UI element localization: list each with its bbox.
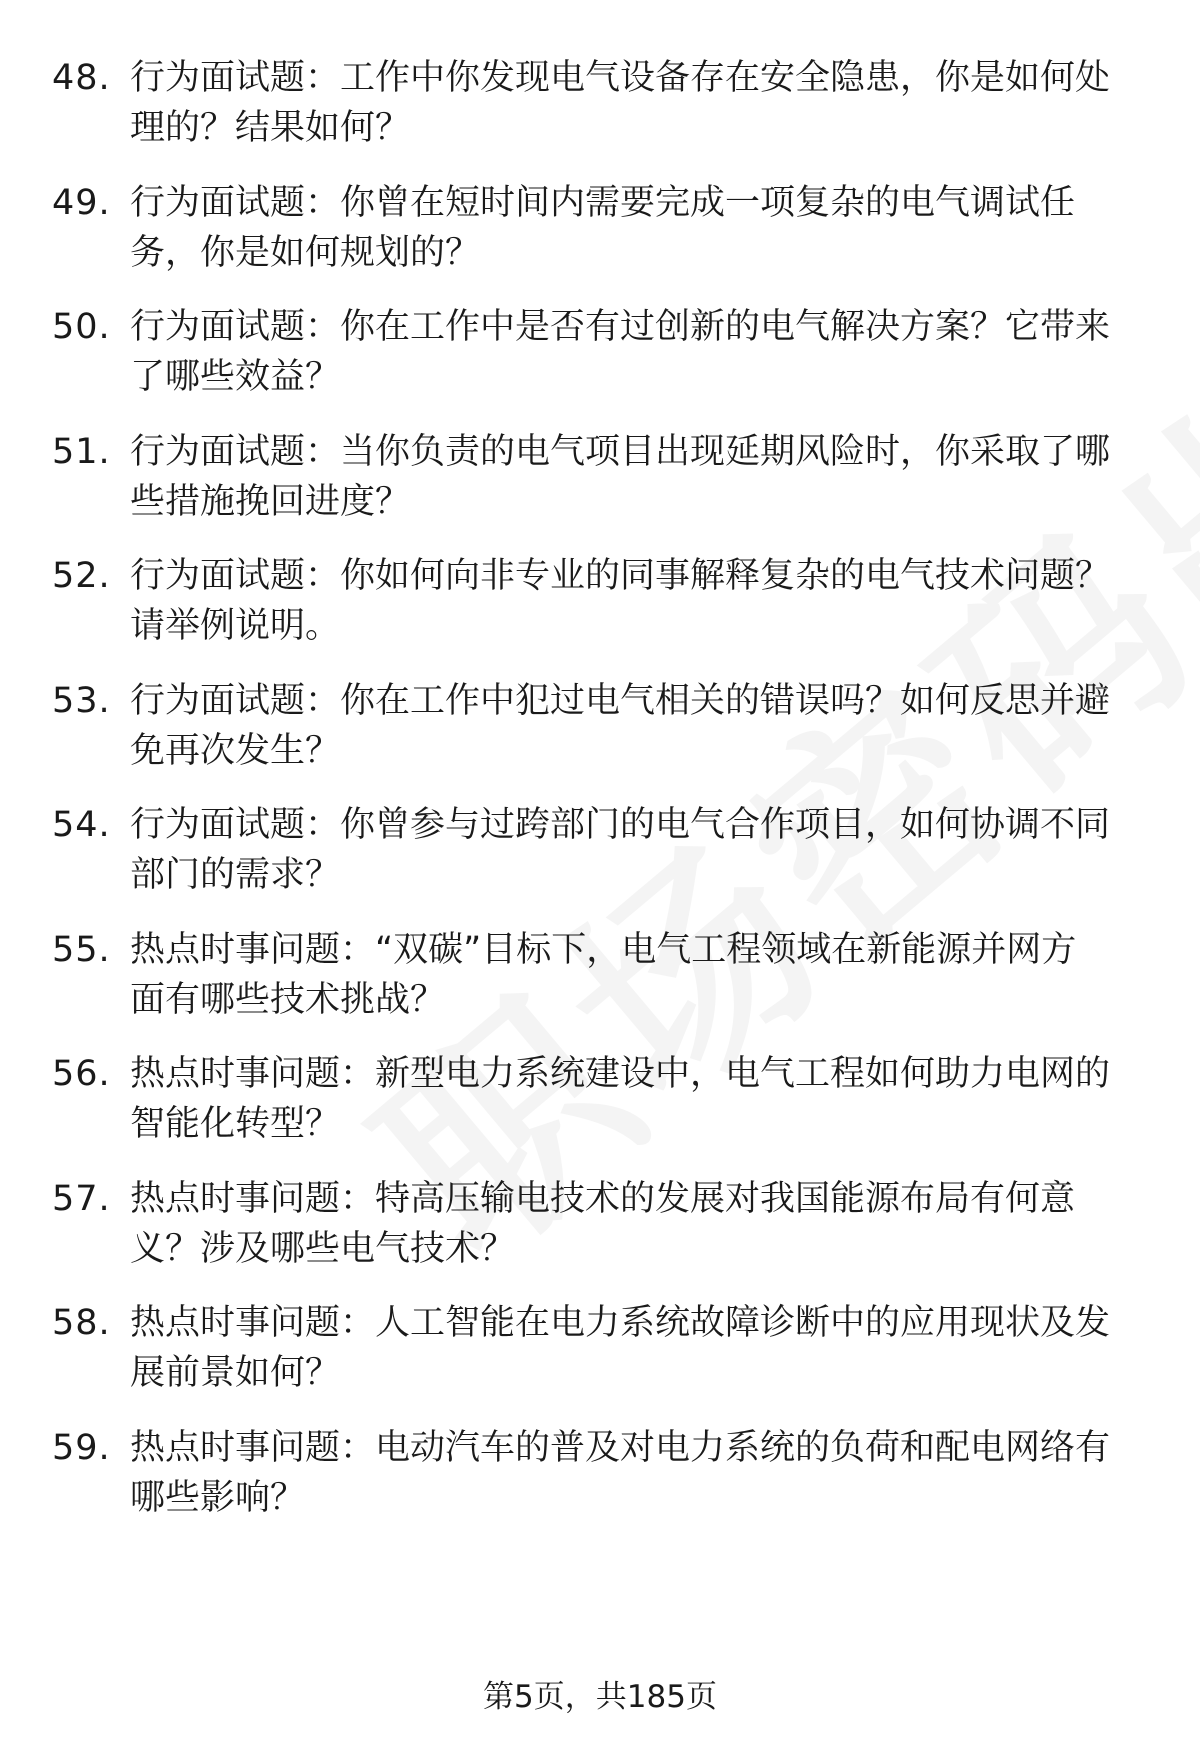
question-text [130,178,1140,278]
question-line-2: 理的？结果如何？ [130,108,411,148]
question-number: 48. [52,58,111,98]
question-line-1: 行为面试题：你曾在短时间内需要完成一项复杂的电气调试任 [130,182,1076,223]
question-line-1: 行为面试题：你如何向非专业的同事解释复杂的电气技术问题？ [130,556,1111,596]
question-line-1: 行为面试题：你在工作中犯过电气相关的错误吗？如何反思并避 [130,680,1111,721]
question-line-1: 行为面试题：工作中你发现电气设备存在安全隐患，你是如何处 [130,58,1111,98]
question-line-1: 热点时事问题：新型电力系统建设中，电气工程如何助力电网的 [130,1054,1111,1094]
question-number: 58. [52,1303,111,1343]
question-line-1: 热点时事问题：人工智能在电力系统故障诊断中的应用现状及发 [130,1303,1111,1343]
question-line-2: 义？涉及哪些电气技术？ [130,1228,516,1269]
question-text [130,925,1140,1025]
question-number: 56. [52,1054,111,1094]
question-text [130,53,1140,153]
question-text [130,800,1140,900]
question-number: 49. [52,182,111,223]
question-text [130,551,1140,651]
page-footer: 第5页，共185页 [483,1679,717,1715]
question-line-2: 免再次发生？ [130,730,341,771]
question-line-2: 面有哪些技术挑战？ [130,979,446,1020]
question-number: 57. [52,1178,111,1219]
question-text [130,1049,1140,1149]
question-number: 51. [52,431,111,472]
question-line-2: 了哪些效益？ [130,357,341,397]
question-line-2: 智能化转型？ [130,1104,341,1144]
question-line-1: 行为面试题：你曾参与过跨部门的电气合作项目，如何协调不同 [130,805,1111,845]
question-line-2: 部门的需求？ [130,855,341,895]
question-number: 55. [52,929,111,970]
question-number: 59. [52,1427,111,1468]
question-number: 54. [52,805,111,845]
question-line-2: 请举例说明。 [130,606,341,646]
question-line-1: 行为面试题：当你负责的电气项目出现延期风险时，你采取了哪 [130,431,1111,472]
question-number: 50. [52,307,111,347]
question-text [130,1423,1140,1523]
question-number: 53. [52,680,111,721]
question-text [130,427,1140,527]
question-line-2: 些措施挽回进度？ [130,481,411,522]
question-text [130,1174,1140,1274]
question-line-1: 热点时事问题：“双碳”目标下，电气工程领域在新能源并网方 [130,929,1077,970]
question-line-2: 哪些影响？ [130,1477,306,1518]
question-line-2: 务，你是如何规划的？ [130,232,481,273]
question-text [130,1298,1140,1398]
question-line-1: 热点时事问题：特高压输电技术的发展对我国能源布局有何意 [130,1178,1076,1219]
question-text [130,302,1140,402]
question-number: 52. [52,556,111,596]
question-line-1: 热点时事问题：电动汽车的普及对电力系统的负荷和配电网络有 [130,1427,1111,1468]
question-line-2: 展前景如何？ [130,1353,341,1393]
question-text [130,676,1140,776]
question-line-1: 行为面试题：你在工作中是否有过创新的电气解决方案？它带来 [130,307,1111,347]
